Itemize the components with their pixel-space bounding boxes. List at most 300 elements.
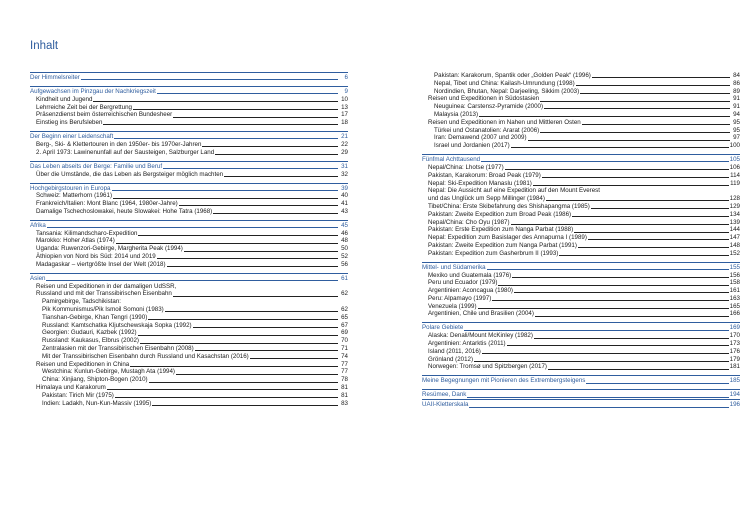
toc-leader-line (559, 255, 728, 256)
page-title: Inhalt (30, 40, 59, 52)
toc-entry (422, 363, 740, 371)
toc-leader-line (574, 232, 729, 233)
toc-page-number: 196 (729, 401, 740, 409)
toc-entry (30, 149, 348, 157)
toc-entry-title: UAII-Kletterskala (422, 401, 469, 409)
toc-page-number: 31 (341, 162, 348, 170)
toc-entry (422, 111, 740, 119)
toc-leader-line (576, 85, 730, 86)
toc-leader-line (113, 198, 338, 199)
toc-leader-line (482, 353, 729, 354)
toc-entry (422, 195, 740, 203)
toc-entry (30, 237, 348, 245)
toc-leader-line (514, 292, 729, 293)
toc-entry (30, 96, 348, 104)
toc-entry (422, 226, 740, 234)
toc-leader-line (165, 311, 338, 312)
toc-leader-line (572, 216, 729, 217)
toc-section-heading (30, 161, 348, 171)
toc-page-number: 185 (729, 377, 740, 385)
toc-entry (30, 329, 348, 337)
toc-page-number: 134 (729, 210, 740, 218)
toc-page-number: 43 (341, 207, 348, 215)
toc-entry-title: Tibet/China: Erste Skibefahrung des Shishapangma (1985) (428, 202, 590, 210)
toc-entry (422, 211, 740, 219)
toc-leader-line (46, 280, 338, 281)
toc-leader-line (93, 101, 338, 102)
toc-entry-title: Reisen und Expeditionen in China (36, 360, 130, 368)
toc-entry-title: Neuguinea: Carstensz-Pyramide (2000) (434, 103, 544, 111)
toc-leader-line (467, 397, 728, 398)
toc-entry-title: Russland: Kaukasus, Elbrus (2002) (42, 337, 139, 345)
toc-leader-line (81, 79, 338, 80)
toc-page-number: 69 (341, 329, 348, 337)
toc-entry (30, 208, 348, 216)
toc-section-heading (30, 220, 348, 230)
toc-leader-line (163, 168, 338, 169)
toc-page-number: 97 (733, 134, 740, 142)
toc-entry (422, 72, 740, 80)
toc-page-number: 62 (341, 306, 348, 314)
toc-page-number: 40 (341, 192, 348, 200)
toc-column-right (422, 72, 740, 409)
toc-leader-line (592, 77, 730, 78)
toc-page-number: 155 (729, 263, 740, 271)
toc-page-number: 9 (344, 87, 348, 95)
toc-entry (422, 180, 740, 188)
toc-entry-title: Venezuela (1999) (428, 302, 477, 310)
toc-page-number: 106 (729, 163, 740, 171)
toc-entry-title: Asien (30, 274, 46, 282)
toc-leader-line (184, 251, 338, 252)
toc-page-number: 158 (729, 279, 740, 287)
toc-page-number: 32 (341, 170, 348, 178)
toc-entry-title: Peru: Alpamayo (1997) (428, 294, 492, 302)
toc-page-number: 148 (729, 241, 740, 249)
toc-leader-line (115, 397, 338, 398)
toc-leader-line (534, 338, 729, 339)
toc-page-number: 144 (729, 226, 740, 234)
toc-entry-title: Westchina: Kunlun-Gebirge, Mustagh Ata (1994) (42, 368, 175, 376)
toc-leader-line (215, 154, 338, 155)
toc-page-number: 91 (733, 95, 740, 103)
toc-page-number: 52 (341, 253, 348, 261)
toc-entry-title: Nepal, Tibet und China: Kailash-Umrundung (1998) (434, 79, 575, 87)
toc-leader-line (224, 176, 338, 177)
toc-entry (422, 80, 740, 88)
toc-page-number: 10 (341, 95, 348, 103)
toc-entry-title: Russland und mit der Transsibirischen Eisenbahn (36, 290, 172, 298)
toc-leader-line (157, 258, 338, 259)
toc-section-heading (422, 375, 740, 385)
toc-leader-line (47, 227, 338, 228)
toc-page-number: 39 (341, 184, 348, 192)
toc-leader-line (511, 224, 729, 225)
toc-entry-title: Einstieg ins Berufsleben (36, 119, 103, 127)
toc-entry-title: Präsenzdienst beim österreichischen Bundesheer (36, 111, 173, 119)
toc-entry-title: Georgien: Gudauri, Kazbek (1992) (42, 329, 137, 337)
toc-entry-title: Pakistan: Tirich Mir (1975) (42, 391, 114, 399)
toc-entry-title: Über die Umstände, die das Leben als Bergsteiger möglich machten (36, 170, 224, 178)
toc-entry (30, 111, 348, 119)
toc-leader-line (540, 132, 730, 133)
toc-entry (30, 376, 348, 384)
toc-entry-title: Mit der Transsibirischen Eisenbahn durch Russland und Kasachstan (2016) (42, 352, 249, 360)
toc-page-number: 128 (729, 195, 740, 203)
toc-leader-line (474, 361, 729, 362)
toc-entry (422, 356, 740, 364)
toc-page-number: 77 (341, 360, 348, 368)
toc-entry-title: Marokko: Hoher Atlas (1974) (36, 237, 115, 245)
toc-entry-title: Aufgewachsen im Pinzgau der Nachkriegszeit (30, 87, 156, 95)
toc-entry-title: Berg-, Ski- & Klettertouren in den 1950er- bis 1970er-Jahren (36, 140, 202, 148)
toc-entry-title: Schweiz: Matterhorn (1961) (36, 192, 113, 200)
toc-entry-title: Pakistan: Expedition zum Gasherbrum II (1993) (428, 249, 559, 257)
toc-leader-line (535, 316, 729, 317)
toc-entry-title: Mexiko und Guatemala (1976) (428, 271, 512, 279)
toc-page-number: 46 (341, 229, 348, 237)
toc-leader-line (213, 213, 338, 214)
toc-entry-title: Uganda: Ruwenzori-Gebirge, Margherita Peak (1994) (36, 245, 183, 253)
toc-entry (422, 279, 740, 287)
toc-entry-title: Madagaskar – viertgrößte Insel der Welt (2018) (36, 260, 166, 268)
toc-entry-title: Indien: Ladakh, Nun-Kun-Massiv (1995) (42, 399, 152, 407)
toc-leader-line (138, 235, 338, 236)
toc-entry-title: Fünfmal Achttausend (422, 156, 481, 164)
toc-entry-title: Iran: Demawend (2007 und 2009) (434, 134, 527, 142)
toc-leader-line (487, 269, 729, 270)
toc-page-number: 83 (341, 399, 348, 407)
toc-entry (30, 298, 348, 306)
toc-section-heading (422, 389, 740, 399)
toc-page-number: 13 (341, 103, 348, 111)
toc-entry (422, 348, 740, 356)
toc-entry (30, 306, 348, 314)
toc-leader-line (112, 190, 339, 191)
toc-entry (422, 187, 740, 195)
toc-entry (30, 192, 348, 200)
toc-page-number: 152 (729, 249, 740, 257)
toc-entry (30, 261, 348, 269)
toc-entry-title: Himalaya und Karakorum (36, 384, 106, 392)
toc-page-number: 81 (341, 384, 348, 392)
toc-entry-title: Der Beginn einer Leidenschaft (30, 133, 114, 141)
toc-page-number: 114 (730, 171, 740, 179)
toc-page-number: 50 (341, 245, 348, 253)
toc-page-number: 129 (729, 202, 740, 210)
toc-leader-line (546, 200, 729, 201)
toc-page-number: 74 (341, 352, 348, 360)
toc-leader-line (202, 146, 338, 147)
toc-entry-title: Nordindien, Bhutan, Nepal: Darjeeling, Sikkim (2003) (434, 87, 580, 95)
toc-page-number: 29 (341, 148, 348, 156)
toc-entry-title: Zentralasien mit der Transsibirischen Eisenbahn (2008) (42, 345, 194, 353)
toc-leader-line (542, 177, 729, 178)
toc-section-heading (422, 399, 740, 409)
toc-entry (30, 400, 348, 408)
toc-entry (30, 119, 348, 127)
toc-entry-title: Türkei und Ostanatolien: Ararat (2006) (434, 126, 540, 134)
toc-leader-line (130, 366, 338, 367)
toc-leader-line (140, 343, 338, 344)
toc-leader-line (512, 277, 728, 278)
toc-entry (422, 295, 740, 303)
toc-entry (30, 368, 348, 376)
toc-page-number: 67 (341, 321, 348, 329)
toc-page-number: 173 (729, 340, 740, 348)
toc-entry-title: Das Leben abseits der Berge: Familie und Beruf (30, 162, 163, 170)
toc-entry (30, 253, 348, 261)
toc-entry-title: Tianshan-Gebirge, Khan Tengri (1990) (42, 313, 148, 321)
toc-leader-line (481, 161, 729, 162)
toc-page-number: 119 (730, 179, 740, 187)
toc-entry (30, 384, 348, 392)
toc-entry-title: Damalige Tschechoslowakei, heute Slowakei: Hohe Tatra (1968) (36, 207, 213, 215)
toc-entry (422, 134, 740, 142)
toc-entry (30, 345, 348, 353)
toc-entry-title: Nepal: Ski-Expedition Manaslu (1981) (428, 179, 532, 187)
toc-entry-title: Pakistan, Karakorum: Broad Peak (1979) (428, 171, 541, 179)
toc-entry (422, 172, 740, 180)
toc-page-number: 18 (341, 119, 348, 127)
toc-entry-title: Russland: Kamtschatka Kljutschewskaja Sopka (1992) (42, 321, 192, 329)
toc-entry (30, 290, 348, 298)
toc-leader-line (250, 358, 338, 359)
toc-page-number: 94 (733, 110, 740, 118)
toc-entry-title: Hochgebirgstouren in Europa (30, 184, 111, 192)
toc-entry-title: Tansania: Kilimandscharo-Expedition (36, 229, 138, 237)
toc-entry-title: Israel und Jordanien (2017) (434, 142, 510, 150)
toc-entry-title: Alaska: Denali/Mount McKinley (1982) (428, 332, 533, 340)
toc-leader-line (176, 374, 338, 375)
toc-entry-title: Der Himmelsreiter (30, 74, 80, 81)
toc-entry-title: Malaysia (2013) (434, 110, 479, 118)
toc-entry-title: Resümee, Dank (422, 391, 467, 399)
toc-leader-line (548, 369, 729, 370)
toc-entry (422, 119, 740, 127)
toc-entry-title: Pik Kommunismus/Pik Ismoil Somoni (1983) (42, 306, 164, 314)
toc-entry (30, 230, 348, 238)
toc-leader-line (173, 296, 338, 297)
toc-entry-title: Argentinien: Antarktis (2011) (428, 340, 506, 348)
toc-entry (422, 310, 740, 318)
toc-entry (422, 103, 740, 111)
toc-page-number: 56 (341, 260, 348, 268)
toc-entry (422, 142, 740, 150)
toc-entry-title: Mittel- und Südamerika (422, 263, 486, 271)
toc-entry-title: Peru und Ecuador (1979) (428, 279, 498, 287)
toc-leader-line (588, 239, 729, 240)
toc-section-heading (30, 183, 348, 193)
toc-entry-title: Pamirgebirge, Tadschikistan: (42, 298, 121, 306)
toc-entry-title: Pakistan: Zweite Expedition zum Nanga Parbat (1991) (428, 241, 577, 249)
toc-leader-line (478, 308, 729, 309)
toc-leader-line (492, 300, 728, 301)
toc-entry (422, 127, 740, 135)
toc-leader-line (533, 185, 729, 186)
toc-page-number: 86 (733, 79, 740, 87)
toc-page-number: 62 (341, 290, 348, 298)
toc-entry-title: Island (2011, 2016) (428, 347, 481, 355)
toc-page-number: 89 (733, 87, 740, 95)
toc-entry (422, 219, 740, 227)
toc-leader-line (540, 101, 730, 102)
toc-entry (30, 245, 348, 253)
toc-page-number: 17 (341, 111, 348, 119)
toc-leader-line (138, 335, 338, 336)
toc-leader-line (498, 285, 728, 286)
toc-section-heading (422, 154, 740, 164)
toc-leader-line (133, 109, 338, 110)
toc-entry-title: China: Xinjiang, Shipton-Bogen (2010) (42, 376, 148, 384)
toc-entry (30, 104, 348, 112)
toc-section-heading (30, 72, 348, 82)
toc-leader-line (511, 147, 729, 148)
toc-entry-title: Nepal/China: Cho Oyu (1987) (428, 218, 510, 226)
toc-entry (30, 337, 348, 345)
toc-leader-line (149, 382, 338, 383)
toc-entry (422, 242, 740, 250)
toc-page-number: 22 (341, 140, 348, 148)
toc-leader-line (469, 407, 728, 408)
toc-leader-line (173, 117, 338, 118)
toc-page-number: 71 (341, 345, 348, 353)
toc-entry-title: Nepal/China: Lhotse (1977) (428, 163, 504, 171)
toc-page-number: 21 (341, 133, 348, 141)
toc-leader-line (167, 266, 338, 267)
toc-page-number: 84 (733, 72, 740, 79)
toc-entry-title: Pakistan: Zweite Expedition zum Broad Peak (1986) (428, 210, 572, 218)
toc-section-heading (30, 273, 348, 283)
toc-leader-line (580, 93, 730, 94)
toc-leader-line (193, 327, 338, 328)
toc-leader-line (195, 350, 338, 351)
toc-section-heading (422, 262, 740, 272)
toc-page-number: 179 (729, 355, 740, 363)
toc-leader-line (507, 345, 729, 346)
toc-page-number: 95 (733, 126, 740, 134)
toc-page-number: 78 (341, 376, 348, 384)
toc-column-left (30, 72, 348, 407)
toc-entry (422, 164, 740, 172)
toc-leader-line (148, 319, 338, 320)
toc-leader-line (586, 383, 728, 384)
toc-page-number: 161 (729, 287, 740, 295)
toc-page-number: 105 (729, 156, 740, 164)
toc-entry (422, 95, 740, 103)
toc-leader-line (152, 405, 338, 406)
toc-page-number: 165 (729, 302, 740, 310)
toc-section-heading (30, 131, 348, 141)
toc-entry-title: Argentinien: Aconcagua (1980) (428, 287, 513, 295)
toc-entry-title: Lehrreiche Zeit bei der Bergrettung (36, 103, 132, 111)
toc-leader-line (591, 208, 729, 209)
toc-page-number: 147 (729, 234, 740, 242)
toc-page-number: 65 (341, 313, 348, 321)
toc-page-number: 194 (729, 391, 740, 399)
toc-leader-line (528, 140, 730, 141)
toc-entry (422, 303, 740, 311)
toc-page-number: 41 (341, 200, 348, 208)
toc-page-number: 163 (729, 294, 740, 302)
toc-entry (422, 272, 740, 280)
toc-page-number: 169 (729, 324, 740, 332)
toc-entry-title: Frankreich/Italien: Mont Blanc (1964, 1980er-Jahre) (36, 200, 178, 208)
toc-page-number: 176 (729, 347, 740, 355)
toc-leader-line (505, 169, 729, 170)
toc-entry-title: Argentinien, Chile und Brasilien (2004) (428, 310, 534, 318)
toc-page-number: 156 (729, 271, 740, 279)
toc-page-number: 77 (341, 368, 348, 376)
toc-page-number: 139 (729, 218, 740, 226)
toc-leader-line (114, 138, 338, 139)
toc-entry-title: Reisen und Expeditionen im Nahen und Mittleren Osten (428, 118, 581, 126)
toc-page-number: 91 (733, 103, 740, 111)
toc-entry-title: Äthiopien von Nord bis Süd: 2014 und 2019 (36, 253, 156, 261)
toc-leader-line (479, 116, 730, 117)
toc-entry-title: Meine Begegnungen mit Pionieren des Extrembergsteigens (422, 377, 586, 385)
toc-entry (30, 283, 348, 291)
toc-page-number: 166 (729, 310, 740, 318)
toc-entry (422, 88, 740, 96)
toc-page-number: 100 (729, 142, 740, 150)
toc-entry-title: Nepal: Die Aussicht auf eine Expedition auf den Mount Everest (428, 187, 600, 195)
toc-leader-line (582, 124, 730, 125)
toc-leader-line (578, 247, 729, 248)
toc-entry (30, 392, 348, 400)
toc-page-number: 170 (729, 332, 740, 340)
toc-entry-title: Kindheit und Jugend (36, 95, 93, 103)
toc-entry (422, 250, 740, 258)
toc-leader-line (103, 124, 338, 125)
toc-entry-title: Pakistan: Erste Expedition zum Nanga Parbat (1988) (428, 226, 574, 234)
toc-leader-line (157, 93, 338, 94)
toc-leader-line (116, 243, 338, 244)
toc-section-heading (422, 322, 740, 332)
toc-entry (422, 340, 740, 348)
toc-page-number: 45 (341, 221, 348, 229)
toc-entry-title: Pakistan: Karakorum, Spantik oder „Golden Peak“ (1996) (434, 72, 591, 79)
toc-entry (30, 171, 348, 179)
toc-leader-line (464, 330, 728, 331)
toc-entry (422, 332, 740, 340)
toc-entry (30, 322, 348, 330)
toc-page-number: 61 (341, 274, 348, 282)
toc-entry-title: 2. April 1973: Lawinenunfall auf der Sausteigen, Salzburger Land (36, 148, 215, 156)
toc-page-number: 81 (341, 391, 348, 399)
toc-entry (30, 353, 348, 361)
toc-entry (422, 234, 740, 242)
toc-page-number: 70 (341, 337, 348, 345)
toc-entry (30, 314, 348, 322)
toc-entry (30, 361, 348, 369)
toc-entry (30, 200, 348, 208)
toc-entry-title: Reisen und Expeditionen in Südostasien (428, 95, 540, 103)
toc-entry-title: Nepal: Expedition zum Basislager des Annapurna I (1989) (428, 234, 587, 242)
toc-entry-title: Grönland (2012) (428, 355, 474, 363)
toc-entry-title: Reisen und Expeditionen in der damaligen UdSSR, (36, 282, 177, 290)
toc-leader-line (544, 108, 730, 109)
toc-entry (422, 203, 740, 211)
toc-leader-line (179, 205, 338, 206)
toc-entry (422, 287, 740, 295)
toc-entry-title: Polare Gebiete (422, 324, 464, 332)
toc-page-number: 6 (344, 74, 348, 81)
toc-section-heading (30, 86, 348, 96)
toc-entry-title: und das Unglück um Sepp Millinger (1984) (428, 195, 545, 203)
toc-leader-line (107, 389, 338, 390)
toc-entry-title: Afrika (30, 221, 46, 229)
